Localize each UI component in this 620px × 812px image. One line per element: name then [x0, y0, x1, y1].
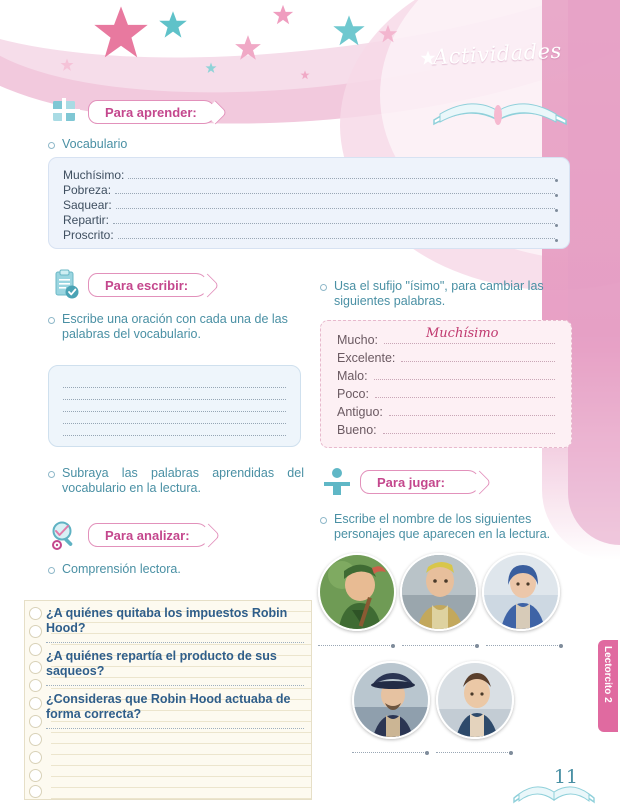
instruction-subraya — [48, 466, 304, 496]
writing-line[interactable] — [63, 400, 286, 412]
vocabulary-word: Pobreza: — [63, 183, 112, 197]
robin-hood-photo — [318, 553, 396, 631]
suffix-word: Malo: — [337, 369, 368, 383]
instruction-sufijo — [320, 279, 572, 309]
suffix-row[interactable] — [337, 326, 555, 347]
instruction-text: Usa el sufijo "ísimo", para cambiar las siguientes palabras. — [334, 279, 544, 308]
writing-line[interactable] — [63, 388, 286, 400]
bullet-icon — [320, 517, 327, 524]
character-answer-line[interactable] — [318, 645, 392, 646]
label-para-aprender: Para aprender: — [88, 100, 216, 124]
subtitle-comprension-lectora — [48, 562, 308, 577]
suffix-word: Poco: — [337, 387, 369, 401]
suffix-row[interactable] — [337, 365, 555, 383]
instruction-text: Escribe una oración con cada una de las palabras del vocabulario. — [62, 312, 288, 341]
magnifier-gear-icon — [48, 518, 82, 552]
page-number: 11 — [553, 766, 578, 788]
section-header-para-aprender — [48, 95, 216, 129]
instruction-escribe-oracion — [48, 312, 306, 342]
prince-john-photo — [400, 553, 478, 631]
vocabulary-row[interactable] — [63, 227, 555, 242]
answer-line[interactable] — [116, 205, 555, 209]
star-icon — [300, 70, 310, 80]
character-answer-line[interactable] — [402, 645, 476, 646]
suffix-row[interactable] — [337, 419, 555, 437]
question-item: ¿A quiénes quitaba los impuestos Robin Hood? — [46, 606, 304, 643]
bullet-icon — [48, 567, 55, 574]
suffix-word: Mucho: — [337, 333, 378, 347]
vocabulary-row[interactable] — [63, 197, 555, 212]
writing-lines-box[interactable] — [48, 365, 301, 447]
character-answer-line[interactable] — [436, 752, 510, 753]
page-title: Actividades — [432, 38, 563, 70]
right-pink-column-inner — [568, 0, 620, 545]
bullet-icon — [48, 317, 55, 324]
character-answer-line[interactable] — [352, 752, 426, 753]
character-answer-line[interactable] — [486, 645, 560, 646]
side-tab — [598, 640, 618, 732]
open-book-icon — [430, 74, 570, 130]
answer-line[interactable] — [375, 397, 555, 398]
little-john-photo — [436, 661, 514, 739]
bullet-icon — [48, 142, 55, 149]
writing-line[interactable] — [63, 412, 286, 424]
suffix-answer: Muchísimo — [426, 326, 499, 341]
answer-line[interactable] — [118, 235, 555, 239]
subtitle-vocabulario — [48, 137, 348, 152]
answer-line[interactable] — [384, 326, 555, 344]
bullet-icon — [48, 471, 55, 478]
answer-line[interactable] — [389, 415, 555, 416]
question-item: ¿A quiénes repartía el producto de sus saqueos? — [46, 649, 304, 686]
star-icon — [272, 4, 294, 26]
vocabulary-word: Saquear: — [63, 198, 112, 212]
answer-line[interactable] — [374, 379, 555, 380]
star-icon — [234, 34, 262, 62]
vocabulary-row[interactable] — [63, 167, 555, 182]
label-para-escribir: Para escribir: — [88, 273, 208, 297]
notebook-holes — [25, 601, 47, 801]
vocabulario-label: Vocabulario — [62, 137, 128, 151]
writing-line[interactable] — [63, 424, 286, 436]
answer-line[interactable] — [383, 433, 555, 434]
instruction-text: Escribe el nombre de los siguientes personajes que aparecen en la lectura. — [334, 512, 551, 541]
star-icon — [332, 14, 366, 48]
star-icon — [205, 62, 217, 74]
section-header-para-analizar — [48, 518, 209, 552]
book-cluster-icon — [48, 95, 82, 129]
comprension-label: Comprensión lectora. — [62, 562, 181, 576]
answer-line[interactable] — [113, 220, 555, 224]
suffix-row[interactable] — [337, 383, 555, 401]
maid-marian-photo — [482, 553, 560, 631]
side-tab-label: Lectorcito 2 — [602, 646, 613, 703]
vocabulary-row[interactable] — [63, 182, 555, 197]
bullet-icon — [320, 284, 327, 291]
label-para-jugar: Para jugar: — [360, 470, 480, 494]
answer-line[interactable] — [115, 190, 555, 194]
sheriff-photo — [352, 661, 430, 739]
clipboard-check-icon — [48, 268, 82, 302]
instruction-text: Subraya las palabras aprendidas del vocabulario en la lectura. — [62, 466, 304, 495]
label-para-analizar: Para analizar: — [88, 523, 209, 547]
vocabulary-row[interactable] — [63, 212, 555, 227]
writing-line[interactable] — [63, 376, 286, 388]
section-header-para-jugar — [320, 465, 480, 499]
answer-line[interactable] — [128, 175, 555, 179]
question-list — [46, 606, 304, 735]
answer-line[interactable] — [401, 361, 555, 362]
instruction-personajes — [320, 512, 572, 542]
star-icon — [158, 10, 188, 40]
star-icon — [92, 4, 150, 62]
person-play-icon — [320, 465, 354, 499]
suffix-row[interactable] — [337, 347, 555, 365]
section-header-para-escribir — [48, 268, 208, 302]
suffix-word: Bueno: — [337, 423, 377, 437]
star-icon — [378, 24, 398, 44]
vocabulary-word: Repartir: — [63, 213, 110, 227]
suffix-row[interactable] — [337, 401, 555, 419]
vocabulary-word: Proscrito: — [63, 228, 114, 242]
question-item: ¿Consideras que Robin Hood actuaba de forma correcta? — [46, 692, 304, 729]
suffix-word: Excelente: — [337, 351, 396, 365]
star-icon — [60, 58, 74, 72]
vocabulary-box — [48, 157, 570, 249]
vocabulary-word: Muchísimo: — [63, 168, 125, 182]
suffix-word: Antiguo: — [337, 405, 383, 419]
suffix-exercise-box — [320, 320, 572, 448]
